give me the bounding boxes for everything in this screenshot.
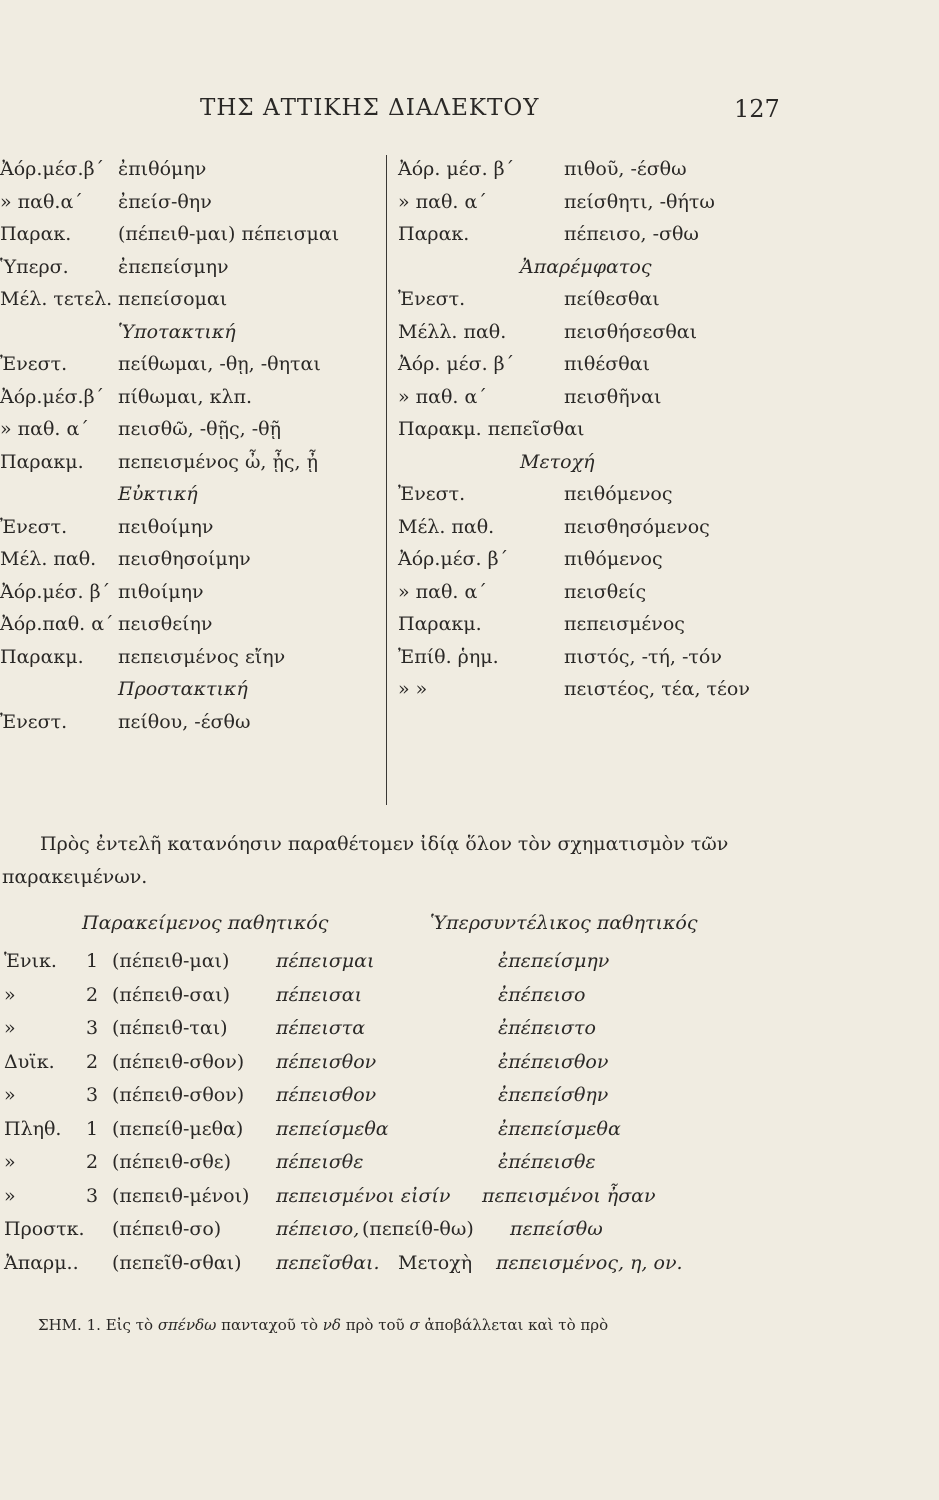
verb-form: πίθωμαι, κλπ. [118,385,253,408]
note-word: σ [409,1316,420,1334]
note-text: πρὸ τοῦ [345,1316,405,1334]
conjugation-row [398,191,798,224]
perfect-form: πέπεισμαι [276,950,375,972]
analysis: (πέπειθ-σθον) [112,1084,245,1106]
perfect-form: πεπεισμένοι εἰσίν [276,1184,451,1207]
verb-form: πεπεισμένος ὦ, ᾖς, ᾖ [118,450,319,473]
tense-label: Ἀόρ.μέσ.β´ [0,158,105,180]
verb-form: πειθόμενος [564,483,673,505]
conjugation-row [398,321,798,354]
analysis: (πεπειθ-μένοι) [112,1184,250,1207]
left-column [0,158,386,743]
pluperfect-form: ἐπέπεισο [498,983,586,1006]
person-number: 3 [86,1084,99,1106]
perfect-form: πέπειστα [276,1017,366,1039]
person-number: 2 [86,1151,99,1173]
verb-form: ἐπείσ-θην [118,190,212,213]
tense-label: Ἀόρ.παθ. α´ [0,613,114,635]
tense-label: Ἐνεστ. [0,710,68,733]
tense-label: Μέλ. παθ. [0,548,97,570]
tense-label: Μέλλ. παθ. [398,320,507,343]
perfect-form: πεπείσμεθα [276,1117,389,1140]
row-label: Πληθ. [4,1117,62,1140]
analysis: (πέπειθ-σαι) [112,983,231,1006]
paradigm-header-row [0,912,939,950]
verb-form: ἐπεπείσμην [118,255,229,278]
conjugation-line: Παρακμ. πεπεῖσθαι [398,418,585,440]
perfect-form: πέπεισαι [276,983,363,1006]
analysis: (πέπειθ-σθε) [112,1151,232,1173]
note-word: σπένδω [157,1316,217,1334]
section-heading-text: Ἀπαρέμφατος [520,255,652,278]
verb-form: πιθοῦ, -έσθω [564,158,687,180]
conjugation-row [398,646,798,679]
pluperfect-form: πεπεισμένοι ἦσαν [482,1184,656,1207]
analysis: (πέπειθ-μαι) [112,950,230,972]
tense-label: Παρακμ. [0,450,84,473]
conjugation-row [398,418,798,451]
section-heading-text: Ὑποτακτική [118,320,236,343]
verb-form: πιθέσθαι [564,353,650,375]
row-label: » [4,1151,16,1173]
verb-form: πεισθῆναι [564,385,662,408]
tense-label: Ἐνεστ. [398,288,466,310]
tense-label: Ἀόρ.μέσ.β´ [0,385,105,408]
paradigm-row [0,1118,939,1152]
verb-form: πιθοίμην [118,580,204,603]
person-number: 3 [86,1017,99,1039]
perfect-form: πέπεισθον [276,1050,377,1073]
intro-paragraph [2,828,820,894]
verb-form: πιθόμενος [564,548,663,570]
perfect-heading: Παρακείμενος παθητικός [82,912,329,934]
analysis: (πεπείθ-θω) [362,1218,474,1240]
perfect-form: πέπεισθε [276,1151,364,1173]
conjugation-row [0,451,386,484]
conjugation-row [0,288,386,321]
note-word: νδ [322,1316,341,1334]
conjugation-row [398,613,798,646]
pluperfect-form: ἐπεπείσθην [498,1084,609,1106]
verb-form: πεισθείην [118,613,213,635]
conjugation-row [0,516,386,549]
section-heading [398,256,798,289]
infinitive-row [0,1252,939,1286]
section-heading [0,678,386,711]
verb-form: πεισθῶ, -θῇς, -θῇ [118,418,281,440]
paradigm-row [0,984,939,1018]
paradigm-row [0,1185,939,1219]
row-label: » [4,1084,16,1106]
tense-label: Ἀόρ. μέσ. β´ [398,353,515,375]
conjugation-row [0,191,386,224]
section-heading-text: Προστακτική [118,678,248,700]
analysis: (πέπειθ-σθον) [112,1050,245,1073]
paradigm-row [0,1084,939,1118]
verb-form: πεπείσομαι [118,288,228,310]
note-text: Εἰς τὸ [105,1316,154,1334]
section-heading-text: Εὐκτική [118,483,198,505]
participle-label: Μετοχὴ [398,1251,473,1274]
section-heading [398,451,798,484]
pluperfect-form: ἐπέπεισθον [498,1050,609,1073]
section-heading [0,483,386,516]
pluperfect-heading: Ὑπερσυντέλικος παθητικός [430,912,698,934]
imperative-row [0,1218,939,1252]
person-number: 1 [86,950,99,972]
verb-form: πέπεισο, -σθω [564,223,699,245]
conjugation-row [398,158,798,191]
conjugation-row [0,386,386,419]
note-text: πανταχοῦ τὸ [221,1316,318,1334]
row-label: Ἑνικ. [4,950,57,972]
tense-label: Ἐπίθ. ῥημ. [398,645,499,668]
conjugation-row [0,353,386,386]
conjugation-row [398,516,798,549]
conjugation-row [0,711,386,744]
tense-label: Ἐνεστ. [0,353,68,375]
tense-label: Ὑπερσ. [0,255,69,278]
verb-form: πεπεισμένος [564,613,685,635]
pluperfect-form: ἐπεπείσμεθα [498,1117,621,1140]
tense-label: » παθ. α´ [398,580,487,603]
verb-form: πιστός, -τή, -τόν [564,645,722,668]
pluperfect-form: ἐπέπεισθε [498,1151,596,1173]
paradigm-row [0,1051,939,1085]
tense-label: » παθ. α´ [398,385,487,408]
form: πεπείσθω [510,1218,603,1240]
row-label: » [4,1184,16,1207]
running-header [0,95,939,125]
conjugation-row [398,581,798,614]
row-label: » [4,1017,16,1039]
tense-label: » παθ.α´ [0,190,83,213]
verb-form: πεισθείς [564,580,647,603]
tense-label: Παρακ. [398,223,470,245]
tense-label: Ἀόρ.μέσ. β´ [398,548,509,570]
form: πέπεισο, [276,1218,360,1240]
analysis: (πεπείθ-μεθα) [112,1117,244,1140]
row-label: Ἀπαρμ.. [4,1251,79,1274]
perfect-form: πέπεισθον [276,1084,377,1106]
conjugation-row [398,288,798,321]
row-label: » [4,983,16,1006]
pluperfect-form: ἐπέπειστο [498,1017,596,1039]
conjugation-row [0,418,386,451]
verb-form: πεισθησοίμην [118,548,251,570]
verb-form: πείσθητι, -θήτω [564,190,715,213]
page-number: 127 [734,95,780,123]
conjugation-row [398,483,798,516]
conjugation-row [398,223,798,256]
conjugation-row [0,548,386,581]
verb-form: πείθωμαι, -θῃ, -θηται [118,353,321,375]
column-divider [386,155,387,805]
tense-label: Παρακμ. [398,613,482,635]
verb-form: πειστέος, τέα, τέον [564,678,750,700]
tense-label: Παρακμ. [0,645,84,668]
conjugation-row [0,581,386,614]
tense-label: Παρακ. [0,223,72,245]
verb-form: πείθου, -έσθω [118,710,251,733]
footnote [38,1316,608,1334]
paradigm-table [0,912,939,1285]
paragraph-line: παρακειμένων. [2,866,148,888]
paradigm-row [0,950,939,984]
row-label: Προστκ. [4,1218,85,1240]
verb-form: πεπεισμένος εἴην [118,645,286,668]
participle-form: πεπεισμένος, η, ον. [496,1251,683,1274]
tense-label: » παθ. α´ [398,190,487,213]
paragraph-line: Πρὸς ἐντελῆ κατανόησιν παραθέτομεν ἰδίᾳ ὅλον τὸν σχηματισμὸν τῶν [40,833,729,855]
form: πεπεῖσθαι. [276,1251,380,1274]
verb-form: πεισθησόμενος [564,515,710,538]
tense-label: Μέλ. τετελ. [0,288,113,310]
pluperfect-form: ἐπεπείσμην [498,950,610,972]
conjugation-row [0,256,386,289]
verb-form: πειθοίμην [118,515,214,538]
tense-label: Ἐνεστ. [0,515,68,538]
conjugation-row [398,353,798,386]
conjugation-row [0,613,386,646]
conjugation-row [0,158,386,191]
person-number: 2 [86,1050,99,1073]
note-text: ἀποβάλλεται καὶ τὸ πρὸ [424,1316,609,1334]
verb-form: πείθεσθαι [564,288,660,310]
note-label: ΣΗΜ. 1. [38,1316,101,1334]
analysis: (πέπειθ-σο) [112,1218,222,1240]
section-heading [0,321,386,354]
verb-form: ἐπιθόμην [118,158,207,180]
row-label: Δυϊκ. [4,1050,55,1073]
person-number: 2 [86,983,99,1006]
tense-label: Ἐνεστ. [398,483,466,505]
verb-form: (πέπειθ-μαι) πέπεισμαι [118,223,340,245]
verb-form: πεισθήσεσθαι [564,320,698,343]
paradigm-row [0,1017,939,1051]
tense-label: » » [398,678,428,700]
analysis: (πεπεῖθ-σθαι) [112,1251,242,1274]
tense-label: Μέλ. παθ. [398,515,495,538]
person-number: 1 [86,1117,99,1140]
conjugation-row [0,223,386,256]
tense-label: » παθ. α´ [0,418,89,440]
paradigm-row [0,1151,939,1185]
right-column [398,158,798,711]
analysis: (πέπειθ-ται) [112,1017,228,1039]
running-title: ΤΗΣ ΑΤΤΙΚΗΣ ΔΙΑΛΕΚΤΟΥ [200,95,540,121]
conjugation-row [0,646,386,679]
conjugation-row [398,548,798,581]
paradigm-rows [0,950,939,1218]
tense-label: Ἀόρ. μέσ. β´ [398,158,515,180]
section-heading-text: Μετοχή [520,450,595,473]
person-number: 3 [86,1184,99,1207]
conjugation-row [398,678,798,711]
conjugation-row [398,386,798,419]
tense-label: Ἀόρ.μέσ. β´ [0,580,111,603]
